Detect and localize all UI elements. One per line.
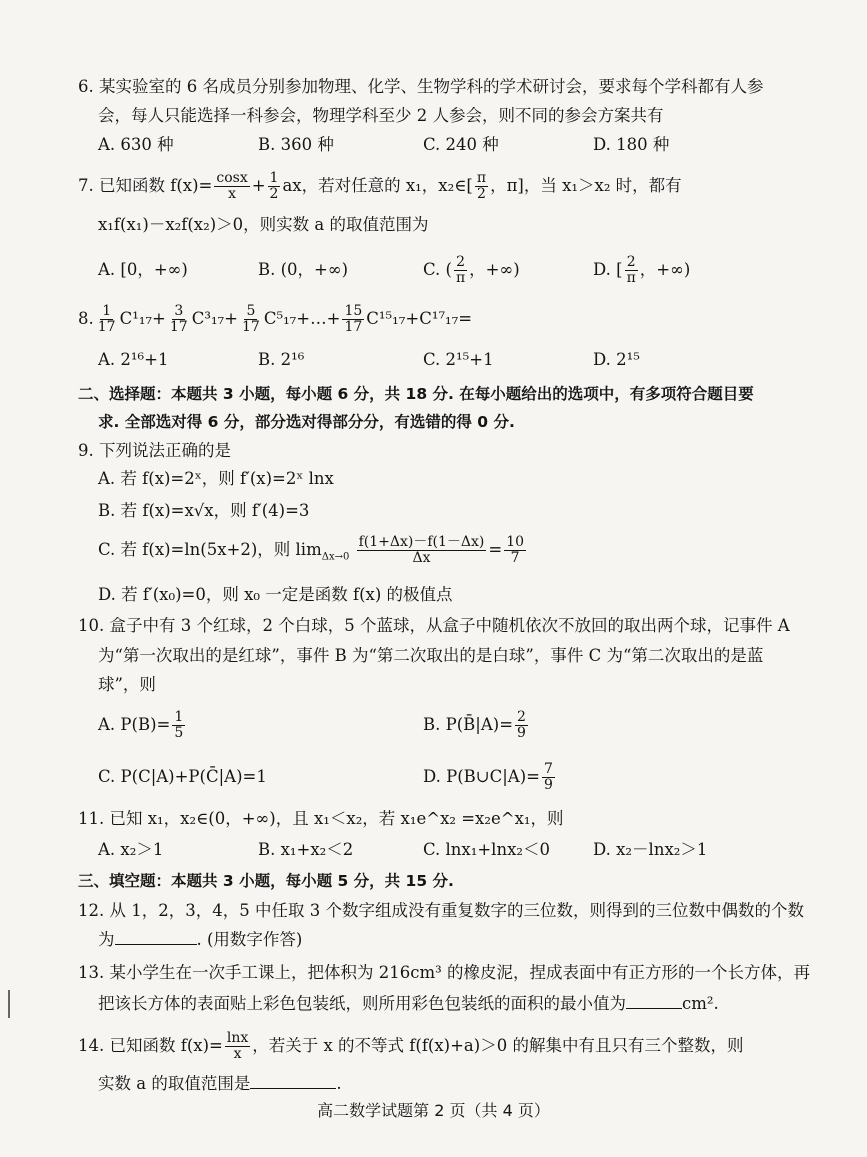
q8-frac-2-num: 3 xyxy=(174,303,184,319)
q7-text-a: 7. 已知函数 f(x)= xyxy=(78,176,213,195)
q7-text-c: ，π]，当 x₁＞x₂ 时，都有 xyxy=(490,176,682,195)
q6-option-a: A. 630 种 xyxy=(98,135,174,154)
q7-text-b: ax，若对任意的 x₁，x₂∈[ xyxy=(282,176,473,195)
q14-frac xyxy=(225,1031,250,1062)
q7-frac-half xyxy=(268,171,281,202)
q13-line1: 13. 某小学生在一次手工课上，把体积为 216cm³ 的橡皮泥，捏成表面中有正方形的一个长方体，再 xyxy=(78,963,810,982)
q7-option-b: B. (0，+∞) xyxy=(258,260,349,279)
q8-c-3: C⁵₁₇ xyxy=(263,309,297,328)
q7-frac-cos-num: cosx xyxy=(216,170,248,186)
q7-line1 xyxy=(78,168,797,204)
q8-frac-4-den: 17 xyxy=(344,319,363,335)
q8-c-1: C¹₁₇ xyxy=(119,309,153,328)
q8-frac-3-den: 17 xyxy=(242,319,260,335)
q8-option-d: D. 2¹⁵ xyxy=(593,350,640,369)
q10-line1: 10. 盒子中有 3 个红球，2 个白球，5 个蓝球，从盒子中随机依次不放回的取出两个球，记事件 A xyxy=(78,616,790,635)
q10-b-pre: B. P(B̄|A)= xyxy=(423,715,514,734)
q6-line1: 6. 某实验室的 6 名成员分别参加物理、化学、生物学科的学术研讨会，要求每个学科都有人参 xyxy=(78,77,764,96)
q8-frac-1-den: 17 xyxy=(97,319,116,335)
q7-frac-half-den: 2 xyxy=(269,186,279,202)
q10-d-frac xyxy=(542,762,555,793)
q13-answer-blank[interactable] xyxy=(626,994,682,1009)
q14-frac-den: x xyxy=(233,1046,242,1062)
q12-line2 xyxy=(98,929,797,951)
q7-option-c xyxy=(423,250,520,290)
q8-frac-1-num: 1 xyxy=(102,303,112,319)
section-2-heading: 二、选择题：本题共 3 小题，每小题 6 分，共 18 分. 在每小题给出的选项中，有多项符合题目要 xyxy=(78,385,754,403)
q14-post: ，若关于 x 的不等式 f(f(x)+a)＞0 的解集中有且只有三个整数，则 xyxy=(252,1036,744,1055)
q8-options xyxy=(98,343,818,377)
q9-c-den: Δx xyxy=(412,550,431,566)
q9-c-rnum: 10 xyxy=(506,534,525,550)
q10-line3: 球”，则 xyxy=(98,675,156,694)
q7-options xyxy=(98,250,818,290)
q7-option-d-num: 2 xyxy=(626,254,636,270)
q11-option-c: C. lnx₁+lnx₂＜0 xyxy=(423,840,550,859)
q8-frac-2 xyxy=(168,304,190,335)
q14-line2-pre: 实数 a 的取值范围是 xyxy=(98,1074,251,1093)
q10-b-frac xyxy=(515,710,528,741)
q10-a-num: 1 xyxy=(174,709,184,725)
q10-option-c: C. P(C|A)+P(C̄|A)=1 xyxy=(98,767,267,786)
q9-option-a: A. 若 f(x)=2ˣ，则 f′(x)=2ˣ lnx xyxy=(98,469,334,488)
q9-c-lim-sub: Δx→0 xyxy=(321,551,350,563)
q10-a-pre: A. P(B)= xyxy=(98,715,171,734)
q7-option-d-frac xyxy=(625,255,638,286)
q8-c-4: C¹⁵₁₇ xyxy=(366,309,406,328)
q8-frac-4 xyxy=(342,304,364,335)
q9-c-rden: 7 xyxy=(510,550,520,566)
margin-mark xyxy=(8,990,10,1018)
section-2-rules: 求. 全部选对得 6 分，部分选对得部分分，有选错的得 0 分. xyxy=(98,413,515,431)
q8-option-a: A. 2¹⁶+1 xyxy=(98,350,169,369)
q8-line1: 8. $\frac{1}{17}$ C¹₁₇+ $\frac{3}{17}$ C³₁₇+ $\frac{5}{17}$ C⁵₁₇+…+ $\frac{15}{17}$ C¹⁵₁₇+C¹⁷₁₇= xyxy=(78,303,473,335)
q9-option-d: D. 若 f′(x₀)=0，则 x₀ 一定是函数 f(x) 的极值点 xyxy=(98,585,453,604)
q8-option-b: B. 2¹⁶ xyxy=(258,350,305,369)
q10-option-b xyxy=(423,705,530,745)
q6-line2: 会，每人只能选择一科参会，物理学科至少 2 人参会，则不同的参会方案共有 xyxy=(98,106,664,125)
q11-option-d: D. x₂－lnx₂＞1 xyxy=(593,840,708,859)
q6-options xyxy=(98,128,818,162)
q11-option-b: B. x₁+x₂＜2 xyxy=(258,840,354,859)
q12-line1: 12. 从 1，2，3，4，5 中任取 3 个数字组成没有重复数字的三位数，则得到的三位数中偶数的个数 xyxy=(78,901,804,920)
q7-option-a: A. [0，+∞) xyxy=(98,260,188,279)
q7-option-c-frac xyxy=(454,255,467,286)
q8-label: 8. xyxy=(78,309,94,328)
q7-option-c-post: ，+∞) xyxy=(469,260,520,279)
q14-line2 xyxy=(98,1073,797,1095)
section-3-heading: 三、填空题：本题共 3 小题，每小题 5 分，共 15 分. xyxy=(78,872,454,890)
q11-stem: 11. 已知 x₁，x₂∈(0，+∞)，且 x₁＜x₂，若 x₁e^x₂ =x₂e^x₁，则 xyxy=(78,809,564,828)
q10-a-den: 5 xyxy=(174,725,184,741)
q14-line2-post: . xyxy=(336,1074,342,1093)
q10-options-row2 xyxy=(98,757,818,797)
q8-tail: +C¹⁷₁₇= xyxy=(405,309,473,328)
q7-option-d xyxy=(593,250,690,290)
q8-dots: +…+ xyxy=(296,309,341,328)
q9-c-rfrac xyxy=(504,535,526,566)
q9-stem: 9. 下列说法正确的是 xyxy=(78,441,231,460)
q7-frac-half-num: 1 xyxy=(269,170,279,186)
q8-frac-4-num: 15 xyxy=(344,303,363,319)
q11-options xyxy=(98,833,818,867)
q9-option-b: B. 若 f(x)=x√x，则 f′(4)=3 xyxy=(98,501,310,520)
q6-option-d: D. 180 种 xyxy=(593,135,670,154)
q7-frac-pi2-den: 2 xyxy=(477,186,486,202)
q7-option-c-den: π xyxy=(455,270,466,286)
q7-option-c-pre: C. ( xyxy=(423,260,452,279)
q9-option-c xyxy=(98,530,797,577)
q8-frac-3 xyxy=(240,304,262,335)
q12-pre: 为 xyxy=(98,930,115,949)
q7-frac-pi2 xyxy=(475,171,488,202)
q7-option-d-den: π xyxy=(626,270,636,286)
q7-option-d-pre: D. [ xyxy=(593,260,623,279)
q10-option-d xyxy=(423,757,557,797)
q8-frac-2-den: 17 xyxy=(169,319,188,335)
q8-frac-1 xyxy=(96,304,118,335)
q13-line2 xyxy=(98,993,797,1015)
q11-option-a: A. x₂＞1 xyxy=(98,840,164,859)
page-footer: 高二数学试题第 2 页（共 4 页） xyxy=(317,1101,550,1120)
q13-pre: 把该长方体的表面贴上彩色包装纸，则所用彩色包装纸的面积的最小值为 xyxy=(98,994,626,1013)
q7-option-d-post: ，+∞) xyxy=(639,260,691,279)
q14-frac-num: lnx xyxy=(226,1030,249,1046)
q10-line2: 为“第一次取出的是红球”，事件 B 为“第二次取出的是白球”，事件 C 为“第二次取出的是蓝 xyxy=(98,646,764,665)
q6-option-c: C. 240 种 xyxy=(423,135,499,154)
q8-c-2: C³₁₇ xyxy=(191,309,225,328)
q7-option-c-num: 2 xyxy=(456,254,466,270)
q14-answer-blank[interactable] xyxy=(250,1074,336,1089)
q7-plus: + xyxy=(251,176,266,195)
q10-b-num: 2 xyxy=(517,709,526,725)
q14-line1 xyxy=(78,1028,797,1064)
q12-answer-blank[interactable] xyxy=(115,930,197,945)
q14-pre: 14. 已知函数 f(x)= xyxy=(78,1036,223,1055)
q8-option-c: C. 2¹⁵+1 xyxy=(423,350,494,369)
q10-d-pre: D. P(B∪C|A)= xyxy=(423,767,540,786)
q10-a-frac xyxy=(172,710,185,741)
q7-frac-cos-den: x xyxy=(228,186,236,202)
q10-d-num: 7 xyxy=(543,761,553,777)
q10-option-a xyxy=(98,705,187,745)
q6-option-b: B. 360 种 xyxy=(258,135,334,154)
q10-d-den: 9 xyxy=(543,777,553,793)
q7-frac-cos xyxy=(214,171,249,202)
q9-c-pre: C. 若 f(x)=ln(5x+2)，则 lim xyxy=(98,540,322,559)
q12-post: . (用数字作答) xyxy=(196,930,303,949)
q7-line2: x₁f(x₁)－x₂f(x₂)＞0，则实数 a 的取值范围为 xyxy=(98,215,429,234)
q13-post: cm². xyxy=(682,994,719,1013)
q7-frac-pi2-num: π xyxy=(476,170,487,186)
q9-c-eq: = xyxy=(488,540,503,559)
q10-options-row1 xyxy=(98,705,818,745)
q9-c-frac xyxy=(357,535,487,566)
q8-frac-3-num: 5 xyxy=(246,303,256,319)
q10-b-den: 9 xyxy=(517,725,526,741)
q9-c-num: f(1+Δx)－f(1－Δx) xyxy=(358,534,485,550)
